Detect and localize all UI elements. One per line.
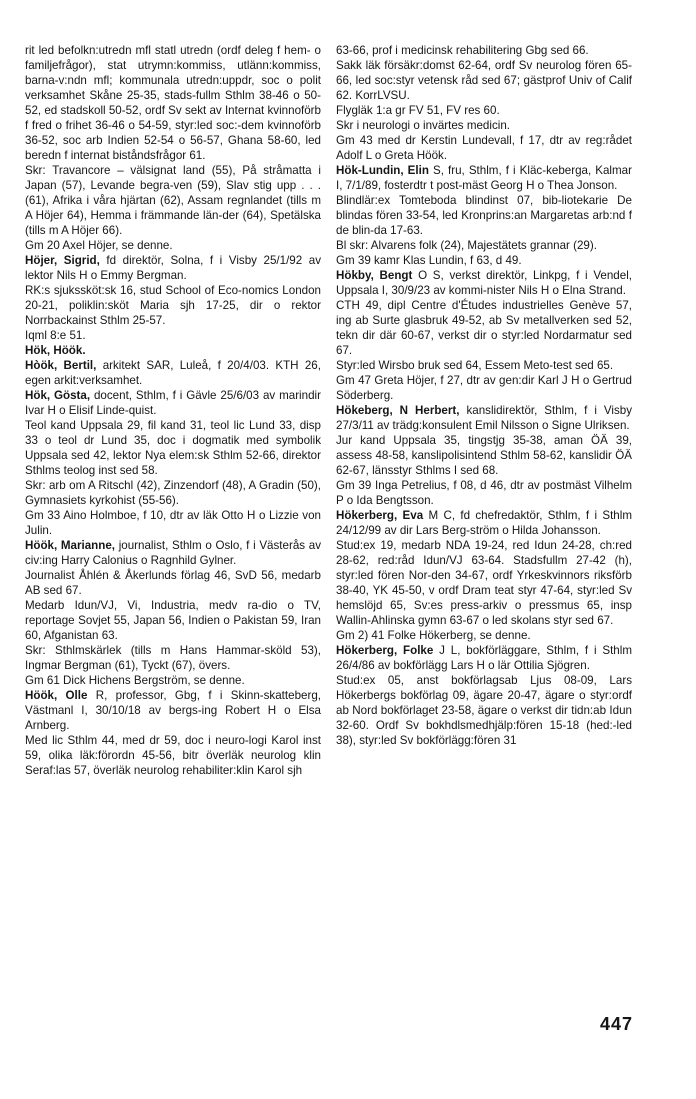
right-entry-12: Gm 47 Greta Höjer, f 27, dtr av gen:dir Karl J H o Gertrud Söderberg. (336, 374, 632, 402)
right-entry-19: Hökerberg, Folke J L, bokförläggare, Sthlm, f i Sthlm 26/4/86 av bokförlägg Lars H o lär Ottilia Sjögren. (336, 644, 632, 672)
left-entry-8: Hök, Gösta, docent, Sthlm, f i Gävle 25/6/03 av marindir Ivar H o Elisif Linde-quist. (25, 389, 321, 417)
left-entry-4: RK:s sjukssköt:sk 16, stud School of Eco-nomics London 20-21, poliklin:sköt Maria sjh 17-25, dir o rektor Norrbackainst Sthlm 25-57. (25, 284, 321, 327)
right-entry-11: Styr:led Wirsbo bruk sed 64, Essem Meto-test sed 65. (336, 359, 614, 372)
left-entry-11: Gm 33 Aino Holmboe, f 10, dtr av läk Otto H o Lizzie von Julin. (25, 509, 321, 537)
right-entry-9: Hökby, Bengt O S, verkst direktör, Linkpg, f i Vendel, Uppsala I, 30/9/23 av kommi-nister Nils H o Elna Strand. (336, 269, 632, 297)
left-entry-16: Gm 61 Dick Hichens Bergström, se denne. (25, 674, 245, 687)
left-entry-17: Höök, Olle R, professor, Gbg, f i Skinn-skatteberg, Västmanl I, 30/10/18 av bergs-ing Robert H o Elsa Arnberg. (25, 689, 321, 732)
left-entry-9: Teol kand Uppsala 29, fil kand 31, teol lic Lund 33, disp 33 o teol dr Lund 35, doc i dogmatik med symbolik Uppsala sed 42, lektor Nya elem:sk Sthlm 52-66, direktor Sthlms teolog inst sed 58. (25, 419, 321, 477)
left-entry-12: Höök, Marianne, journalist, Sthlm o Oslo, f i Västerås av civ:ing Harry Calonius o Ragnhild Gylner. (25, 539, 322, 567)
left-entry-1: Skr: Travancore – välsignat land (55), På stråmatta i Japan (57), Levande begra-ven (59), Slav stig upp . . . (61), Afrika i våra hjärtan (62), Assam regnlandet (tills m A Höjer 64), Hemma i främmande län-der (64), Spetälska (tills m A Höjer 66). (25, 164, 321, 237)
left-entry-0: rit led befolkn:utredn mfl statl utredn (ordf deleg f hem- o familjefrågor), stat utrymn:kommiss, utlänn:kommiss, barna-v:ndn mfl; kommunala utredn:uppdr, soc o polit verksamhet Skåne 25-35, stads-fullm Sthlm 38-46 o 50-52, ed stadskoll 50-52, ordf Sv sekt av Internat kvinnoförb f fred o frihet 36-46 o 54-59, styr:led soc:-dem kvinnoförb 36-52, soc arb Indien 52-54 o 56-57, Ghana 58-60, led beredn f internat biståndsfrågor 61. (25, 44, 321, 162)
left-entry-15: Skr: Sthlmskärlek (tills m Hans Hammar-sköld 53), Ingmar Bergman (61), Tyckt (67), övers. (25, 644, 321, 672)
right-entry-3: Skr i neurologi o invärtes medicin. (336, 119, 510, 132)
left-column (25, 43, 321, 778)
left-entry-6: Hök, Höök. (25, 344, 86, 357)
right-entry-16: Hökerberg, Eva M C, fd chefredaktör, Sthlm, f i Sthlm 24/12/99 av dir Lars Berg-ström o Hilda Johansson. (336, 509, 632, 537)
left-entry-5: Iqml 8:e 51. (25, 329, 86, 342)
right-entry-8: Gm 39 kamr Klas Lundin, f 63, d 49. (336, 254, 522, 267)
right-entry-5: Hök-Lundin, Elin S, fru, Sthlm, f i Kläc-keberga, Kalmar I, 7/1/89, fosterdtr t post-mäst Georg H o Thea Jonson. (336, 164, 632, 192)
right-entry-17: Stud:ex 19, medarb NDA 19-24, red Idun 24-28, ch:red 28-62, red:råd Idun/VJ 63-64. Stadsfullm 27-42 (h), styr:led fören Nor-den 34-67, ordf Yrkeskvinnors riksförb 38-40, YK 45-50, v ordf Dram teat styr 47-64, styr:led Sv hemslöjd 65, Sv:es press-arkiv o pressmus 65, insp Wallin-Ahlinska gymn 63-67 o led skolans styr sed 67. (336, 539, 632, 627)
page-number: 447 (600, 1014, 634, 1034)
left-entry-7: Hòök, Bertil, arkitekt SAR, Luleå, f 20/4/03. KTH 26, egen arkit:verksamhet. (25, 359, 321, 387)
right-entry-18: Gm 2) 41 Folke Hökerberg, se denne. (336, 629, 531, 642)
right-entry-13: Hökeberg, N Herbert, kanslidirektör, Sthlm, f i Visby 27/3/11 av trädg:konsulent Emil Nilsson o Signe Ulriksen. (336, 404, 633, 432)
right-entry-7: Bl skr: Alvarens folk (24), Majestätets grannar (29). (336, 239, 597, 252)
right-entry-4: Gm 43 med dr Kerstin Lundevall, f 17, dtr av reg:rådet Adolf L o Greta Höök. (336, 134, 632, 162)
left-entry-3: Höjer, Sigrid, fd direktör, Solna, f i Visby 25/1/92 av lektor Nils H o Emmy Bergman. (25, 254, 321, 282)
left-entry-13: Journalist Åhlén & Åkerlunds förlag 46, SvD 56, medarb AB sed 67. (25, 569, 321, 597)
right-entry-6: Blindlär:ex Tomteboda blindinst 07, bib-liotekarie De blindas fören 33-54, led Kronprins:an Margaretas arb:nd f de blin-da 17-63. (336, 194, 632, 237)
right-entry-2: Flygläk 1:a gr FV 51, FV res 60. (336, 104, 500, 117)
left-entry-2: Gm 20 Axel Höjer, se denne. (25, 239, 173, 252)
left-entry-10: Skr: arb om A Ritschl (42), Zinzendorf (48), A Gradin (50), Gymnasiets kyrkohist (55-56). (25, 479, 321, 507)
right-entry-14: Jur kand Uppsala 35, tingstjg 35-38, aman ÖÄ 39, assess 48-58, kanslipolisintend Sthlm 58-62, kanslidir ÖÄ 62-67, länsstyr Sthlms I sed 68. (336, 434, 632, 477)
left-entry-14: Medarb Idun/VJ, Vi, Industria, medv ra-dio o TV, reportage Sovjet 55, Japan 56, Indien o Pakistan 59, Iran 60, Afganistan 63. (25, 599, 321, 642)
right-entry-20: Stud:ex 05, anst bokförlagsab Ljus 08-09, Lars Hökerbergs bokförlag 09, ägare 20-47, ägare o styr:ordf ab Nord bokförlaget 23-58, ägare o verkst dir tidn:ab Idun 32-60. Ordf Sv bokhdlsmedhjälp:fören 15-18 (hed:-led 38), styr:led Sv bokförlägg:fören 31 (336, 674, 632, 747)
left-entry-18: Med lic Sthlm 44, med dr 59, doc i neuro-logi Karol inst 59, olika läk:förordn 45-56, bitr överläk neurolog klin Seraf:las 57, överläk neurolog rehabiliter:klin Karol sjh (25, 734, 321, 777)
right-entry-15: Gm 39 Inga Petrelius, f 08, d 46, dtr av postmäst Vilhelm P o Ida Bengtsson. (336, 479, 632, 507)
right-entry-10: CTH 49, dipl Centre d'Études industrielles Genève 57, ing ab Surte glasbruk 49-52, ab Sv metallverken sed 52, tekn dir där 60-67, verkst dir o styr:led Nordarmatur sed 67. (336, 299, 632, 357)
right-column (336, 43, 632, 748)
right-entry-0: 63-66, prof i medicinsk rehabilitering Gbg sed 66. (336, 44, 589, 57)
right-entry-1: Sakk läk försäkr:domst 62-64, ordf Sv neurolog fören 65-66, led soc:styr vetensk råd sed 67; gästprof Univ of Calif 62. KorrLVSU. (336, 59, 632, 102)
